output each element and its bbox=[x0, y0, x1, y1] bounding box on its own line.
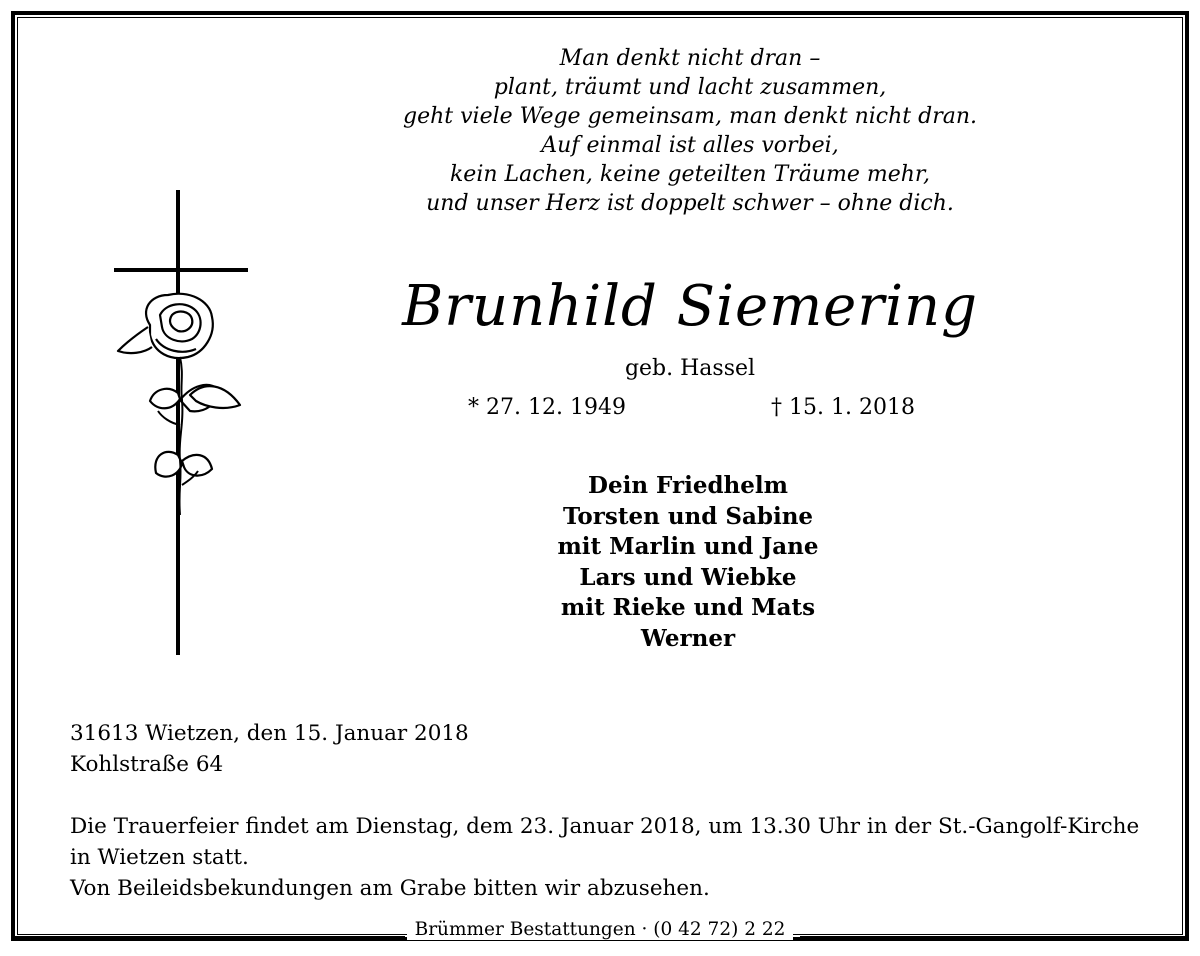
place-date: 31613 Wietzen, den 15. Januar 2018 bbox=[70, 721, 469, 746]
mourner: Dein Friedhelm bbox=[588, 472, 788, 499]
poem-line: kein Lachen, keine geteilten Träume mehr, bbox=[449, 162, 931, 187]
poem-line: Man denkt nicht dran – bbox=[559, 46, 821, 71]
maiden-name: geb. Hassel bbox=[624, 356, 756, 381]
mourner: Lars und Wiebke bbox=[579, 563, 797, 591]
cross-with-rose-icon bbox=[100, 185, 260, 665]
death-date: † 15. 1. 2018 bbox=[771, 395, 915, 420]
mourner: mit Rieke und Mats bbox=[560, 594, 816, 621]
mourner: Werner bbox=[640, 624, 736, 652]
mourner: mit Marlin und Jane bbox=[557, 533, 819, 560]
birth-date: * 27. 12. 1949 bbox=[468, 395, 626, 420]
poem-line: Auf einmal ist alles vorbei, bbox=[541, 133, 839, 158]
mourners-list bbox=[488, 471, 888, 654]
address-block bbox=[70, 718, 469, 780]
deceased-name: Brunhild Siemering bbox=[402, 274, 978, 339]
mourner: Torsten und Sabine bbox=[562, 502, 814, 530]
condolence-note: Von Beileidsbekundungen am Grabe bitten wir abzusehen. bbox=[70, 876, 710, 901]
poem-line: und unser Herz ist doppelt schwer – ohne dich. bbox=[426, 191, 954, 216]
street-address: Kohlstraße 64 bbox=[70, 752, 224, 777]
poem bbox=[290, 44, 1090, 218]
poem-line: geht viele Wege gemeinsam, man denkt nicht dran. bbox=[403, 104, 977, 129]
footer bbox=[0, 919, 1200, 940]
funeral-notice: Die Trauerfeier findet am Dienstag, dem 23. Januar 2018, um 13.30 Uhr in der St.-Gangolf-Kirche in Wietzen statt. bbox=[70, 814, 1140, 870]
undertaker-contact: Brümmer Bestattungen · (0 42 72) 2 22 bbox=[407, 919, 794, 940]
poem-line: plant, träumt und lacht zusammen, bbox=[493, 75, 887, 100]
